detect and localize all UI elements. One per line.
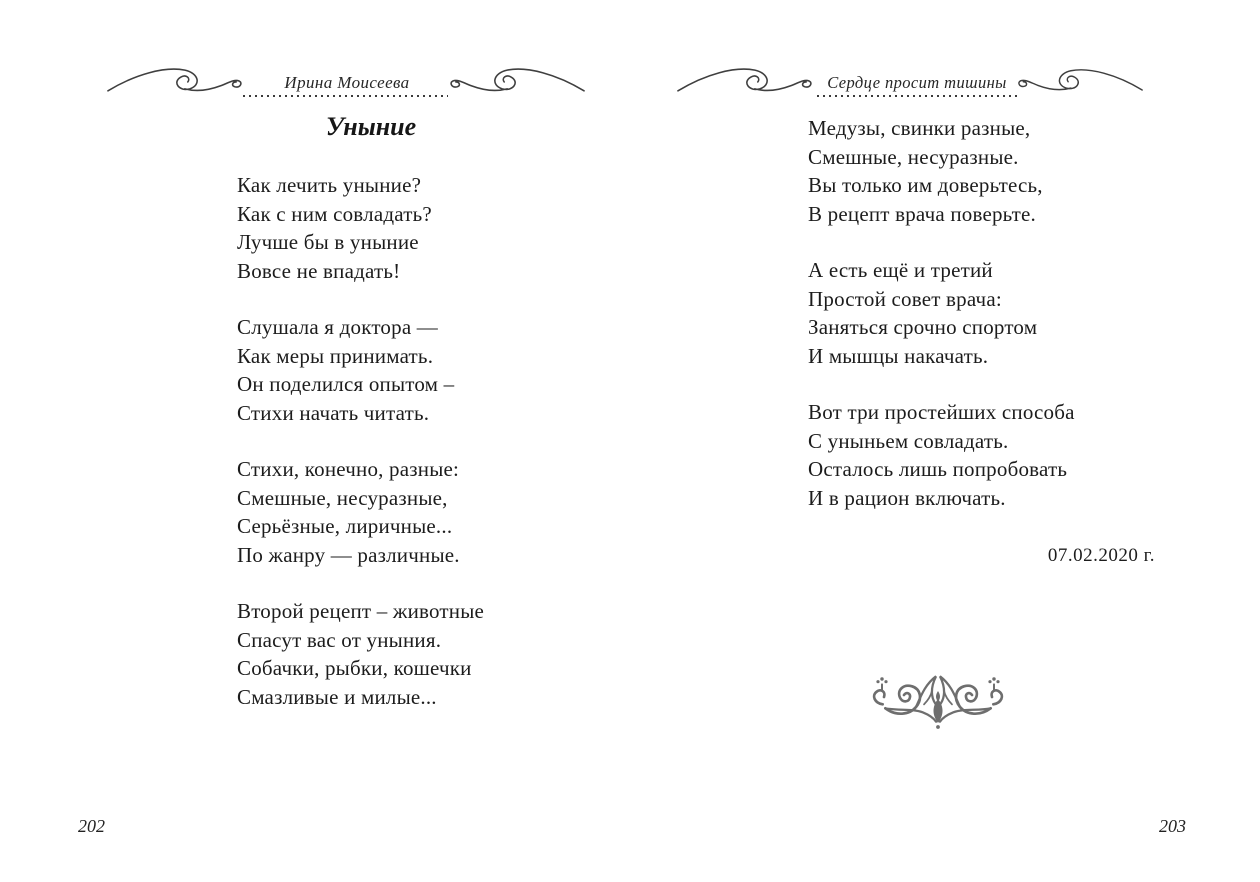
poem-line: По жанру — различные. [237, 542, 460, 567]
poem-line: Смешные, несуразные. [808, 144, 1019, 169]
right-page-poem [808, 114, 1075, 540]
dotted-rule [243, 95, 448, 97]
poem-line: В рецепт врача поверьте. [808, 201, 1037, 226]
poem-line: С уныньем совладать. [808, 428, 1009, 453]
dotted-rule [817, 95, 1017, 97]
poem-line: Вот три простейших способа [808, 400, 1075, 424]
poem-title: Уныние [325, 112, 417, 141]
poem-line: Серьёзные, лиричные... [237, 514, 453, 538]
stanza [808, 398, 1075, 512]
stanza [808, 256, 1075, 370]
poem-line: Слушала я доктора — [237, 315, 439, 339]
poem-line: Медузы, свинки разные, [808, 116, 1031, 140]
running-head-author: Ирина Моисеева [284, 73, 410, 92]
poem-line: И мышцы накачать. [808, 343, 989, 368]
poem-line: Смешные, несуразные, [237, 485, 448, 510]
poem-line: Как с ним совладать? [237, 201, 432, 226]
poem-line: Стихи, конечно, разные: [237, 457, 460, 481]
scroll-ornament-icon [868, 665, 1008, 733]
page-number-right: 203 [1159, 816, 1186, 836]
poem-line: И в рацион включать. [808, 485, 1006, 510]
poem-line: Смазливые и милые... [237, 684, 437, 709]
poem-line: Стихи начать читать. [237, 400, 430, 425]
stanza [808, 114, 1075, 228]
poem-line: Он поделился опытом – [237, 372, 455, 396]
poem-line: Вовсе не впадать! [237, 258, 401, 283]
stanza [237, 455, 484, 569]
poem-line: Вы только им доверьтесь, [808, 173, 1043, 197]
left-page-poem [237, 171, 484, 739]
stanza [237, 171, 484, 285]
poem-line: Второй рецепт – животные [237, 599, 485, 623]
poem-line: Как лечить уныние? [237, 173, 422, 197]
poem-line: Спасут вас от уныния. [237, 627, 442, 652]
date-line: 07.02.2020 г. [1047, 545, 1155, 566]
page-number-left: 202 [78, 816, 105, 836]
running-head-book-title: Сердце просит тишины [827, 73, 1007, 92]
poem-line: Простой совет врача: [808, 286, 1002, 311]
poem-line: А есть ещё и третий [808, 258, 993, 282]
header-flourish-left-icon [676, 62, 814, 96]
poem-line: Заняться срочно спортом [808, 315, 1038, 339]
poem-line: Осталось лишь попробовать [808, 457, 1068, 481]
header-flourish-right-icon [1016, 62, 1144, 96]
header-flourish-left-icon [106, 62, 244, 96]
poem-line: Как меры принимать. [237, 343, 434, 368]
poem-line: Собачки, рыбки, кошечки [237, 656, 472, 680]
stanza [237, 313, 484, 427]
poem-line: Лучше бы в уныние [237, 230, 419, 254]
header-flourish-right-icon [448, 62, 586, 96]
stanza [237, 597, 484, 711]
